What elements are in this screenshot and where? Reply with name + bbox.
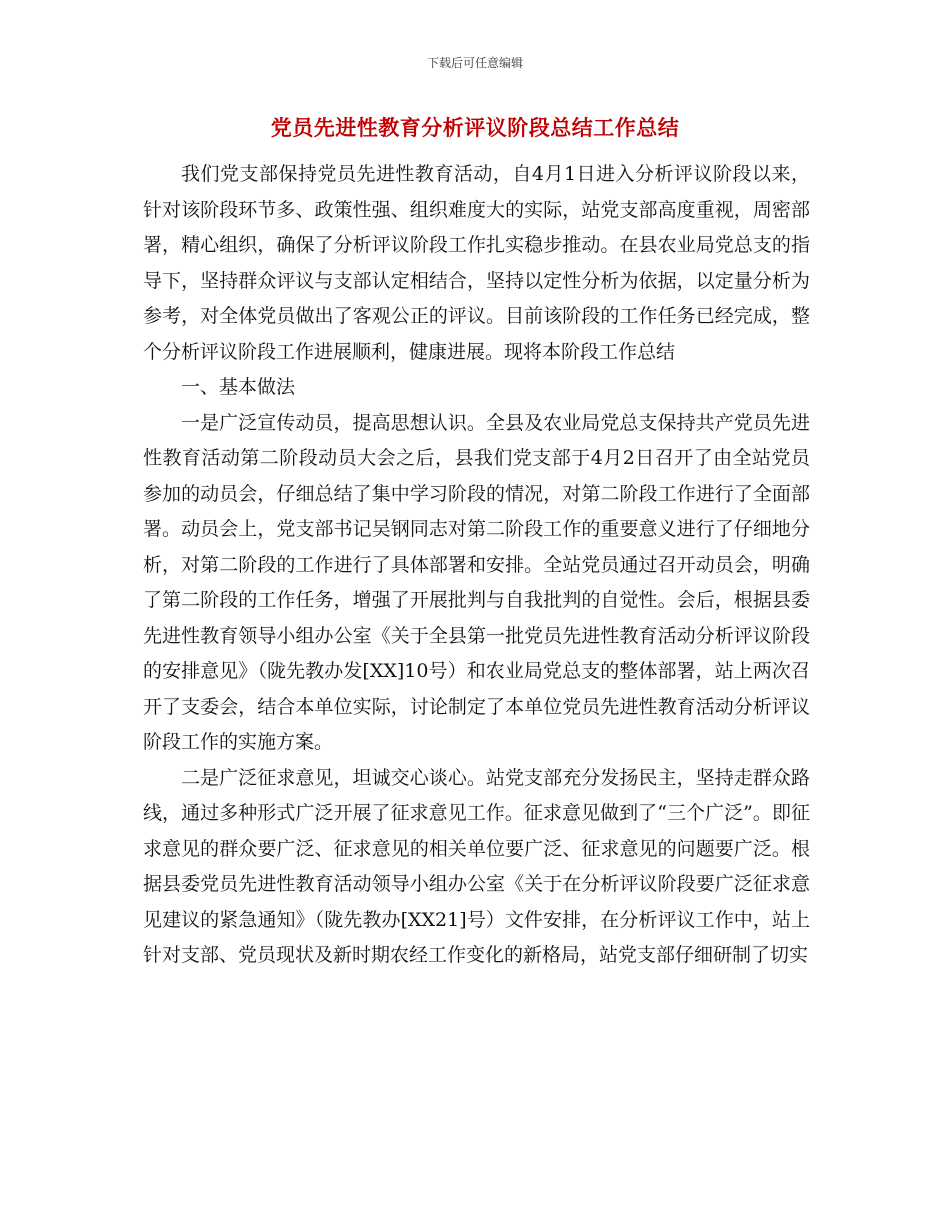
paragraph-point-one: 一是广泛宣传动员，提高思想认识。全县及农业局党总支保持共产党员先进性教育活动第二阶段动员大会之后，县我们党支部于4月2日召开了由全站党员参加的动员会，仔细总结了集中学习阶段的情况，对第二阶段工作进行了全面部署。动员会上，党支部书记吴钢同志对第二阶段工作的重要意义进行了仔细地分析，对第二阶段的工作进行了具体部署和安排。全站党员通过召开动员会，明确了第二阶段的工作任务，增强了开展批判与自我批判的自觉性。会后，根据县委先进性教育领导小组办公室《关于全县第一批党员先进性教育活动分析评议阶段的安排意见》（陇先教办发[XX]10号）和农业局党总支的整体部署，站上两次召开了支委会，结合本单位实际，讨论制定了本单位党员先进性教育活动分析评议阶段工作的实施方案。 [143,411,810,753]
document-body [143,157,810,974]
paragraph-point-two: 二是广泛征求意见，坦诚交心谈心。站党支部充分发扬民主，坚持走群众路线，通过多种形式广泛开展了征求意见工作。征求意见做到了“三个广泛”。即征求意见的群众要广泛、征求意见的相关单位要广泛、征求意见的问题要广泛。根据县委党员先进性教育活动领导小组办公室《关于在分析评议阶段要广泛征求意见建议的紧急通知》（陇先教办[XX21]号）文件安排，在分析评议工作中，站上针对支部、党员现状及新时期农经工作变化的新格局，站党支部仔细研制了切实 [143,766,810,966]
document-title: 党员先进性教育分析评议阶段总结工作总结 [270,116,680,140]
paragraph-intro: 我们党支部保持党员先进性教育活动，自4月1日进入分析评议阶段以来，针对该阶段环节多、政策性强、组织难度大的实际，站党支部高度重视，周密部署，精心组织，确保了分析评议阶段工作扎实稳步推动。在县农业局党总支的指导下，坚持群众评议与支部认定相结合，坚持以定性分析为依据，以定量分析为参考，对全体党员做出了客观公正的评议。目前该阶段的工作任务已经完成，整个分析评议阶段工作进展顺利，健康进展。现将本阶段工作总结 [143,163,810,363]
header-note: 下载后可任意编辑 [426,56,523,70]
section-heading-basic-methods: 一、基本做法 [181,376,296,398]
